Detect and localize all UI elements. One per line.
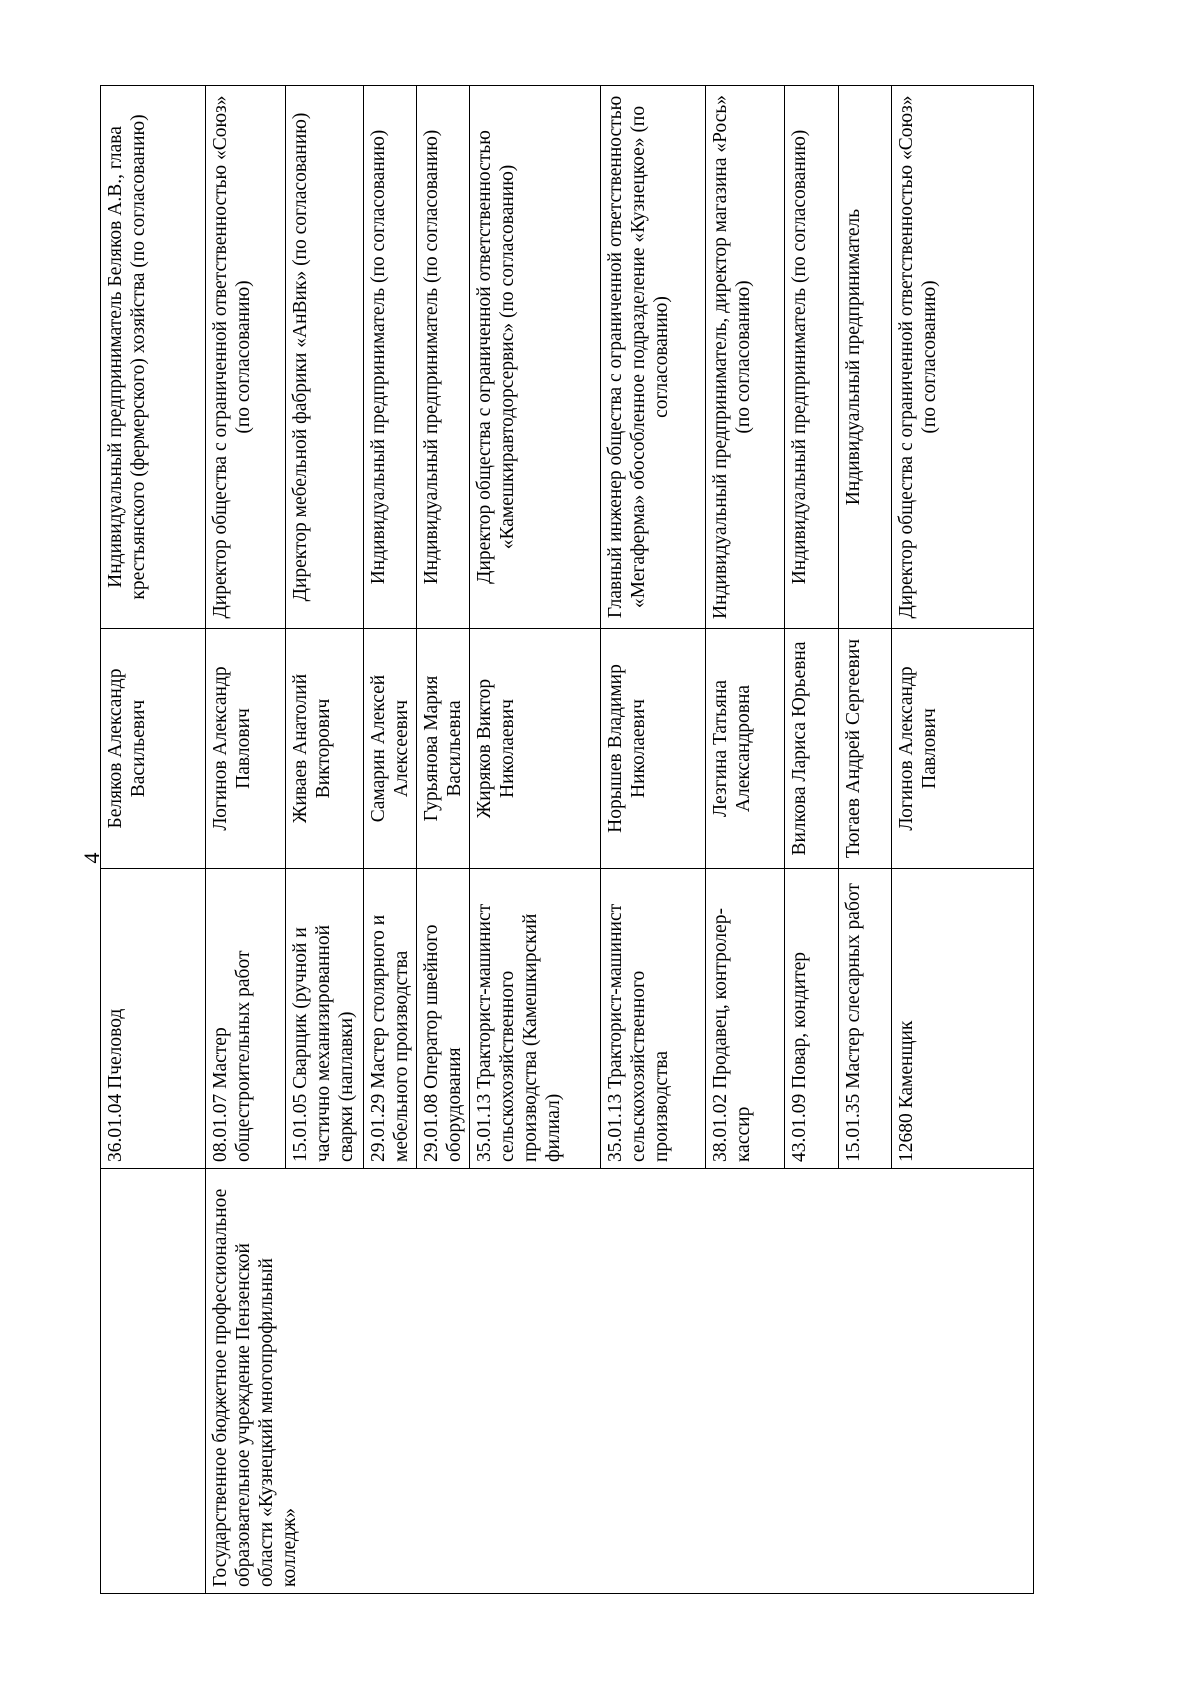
profession-cell: 35.01.13 Тракторист-машинист сельскохозяйственного производства (Камешкирский филиал)	[470, 869, 601, 1169]
table-row	[206, 86, 286, 1594]
profession-cell: 43.01.09 Повар, кондитер	[785, 869, 839, 1169]
position-cell: Индивидуальный предприниматель, директор магазина «Рось» (по согласованию)	[706, 86, 785, 629]
position-cell: Директор общества с ограниченной ответственностью «Союз» (по согласованию)	[892, 86, 1034, 629]
profession-cell: 29.01.29 Мастер столярного и мебельного производства	[364, 869, 417, 1169]
name-cell: Логинов Александр Павлович	[206, 629, 286, 869]
name-cell: Лезгина Татьяна Александровна	[706, 629, 785, 869]
name-cell: Живаев Анатолий Викторович	[286, 629, 364, 869]
institution-cell	[101, 1169, 206, 1594]
position-cell: Директор общества с ограниченной ответственностью «Камешкиравтодорсервис» (по согласованию)	[470, 86, 601, 629]
position-cell: Директор общества с ограниченной ответственностью «Союз» (по согласованию)	[206, 86, 286, 629]
commission-table	[100, 85, 1034, 1594]
name-cell: Норышев Владимир Николаевич	[601, 629, 706, 869]
position-cell: Директор мебельной фабрики «АнВик» (по согласованию)	[286, 86, 364, 629]
profession-cell: 15.01.35 Мастер слесарных работ	[839, 869, 892, 1169]
profession-cell: 29.01.08 Оператор швейного оборудования	[417, 869, 470, 1169]
table-row	[101, 86, 206, 1594]
profession-cell: 08.01.07 Мастер общестроительных работ	[206, 869, 286, 1169]
document-table-frame	[100, 86, 1032, 1594]
profession-cell: 12680 Каменщик	[892, 869, 1034, 1169]
profession-cell: 15.01.05 Сварщик (ручной и частично механизированной сварки (наплавки)	[286, 869, 364, 1169]
name-cell: Тюгаев Андрей Сергеевич	[839, 629, 892, 869]
profession-cell: 36.01.04 Пчеловод	[101, 869, 206, 1169]
name-cell: Беляков Александр Васильевич	[101, 629, 206, 869]
position-cell: Главный инженер общества с ограниченной ответственностью «Мегаферма» обособленное подразделение «Кузнецкое» (по согласованию)	[601, 86, 706, 629]
profession-cell: 38.01.02 Продавец, контролер-кассир	[706, 869, 785, 1169]
institution-cell: Государственное бюджетное профессиональное образовательное учреждение Пензенской области «Кузнецкий многопрофильный колледж»	[206, 1169, 1034, 1594]
position-cell: Индивидуальный предприниматель Беляков А.В., глава крестьянского (фермерского) хозяйства (по согласованию)	[101, 86, 206, 629]
position-cell: Индивидуальный предприниматель	[839, 86, 892, 629]
profession-cell: 35.01.13 Тракторист-машинист сельскохозяйственного производства	[601, 869, 706, 1169]
name-cell: Жиряков Виктор Николаевич	[470, 629, 601, 869]
name-cell: Вилкова Лариса Юрьевна	[785, 629, 839, 869]
position-cell: Индивидуальный предприниматель (по согласованию)	[364, 86, 417, 629]
position-cell: Индивидуальный предприниматель (по согласованию)	[785, 86, 839, 629]
rotated-table-container	[100, 86, 1032, 1594]
page-number: 4	[79, 852, 104, 864]
position-cell: Индивидуальный предприниматель (по согласованию)	[417, 86, 470, 629]
name-cell: Гурьянова Мария Васильевна	[417, 629, 470, 869]
name-cell: Логинов Александр Павлович	[892, 629, 1034, 869]
name-cell: Самарин Алексей Алексеевич	[364, 629, 417, 869]
